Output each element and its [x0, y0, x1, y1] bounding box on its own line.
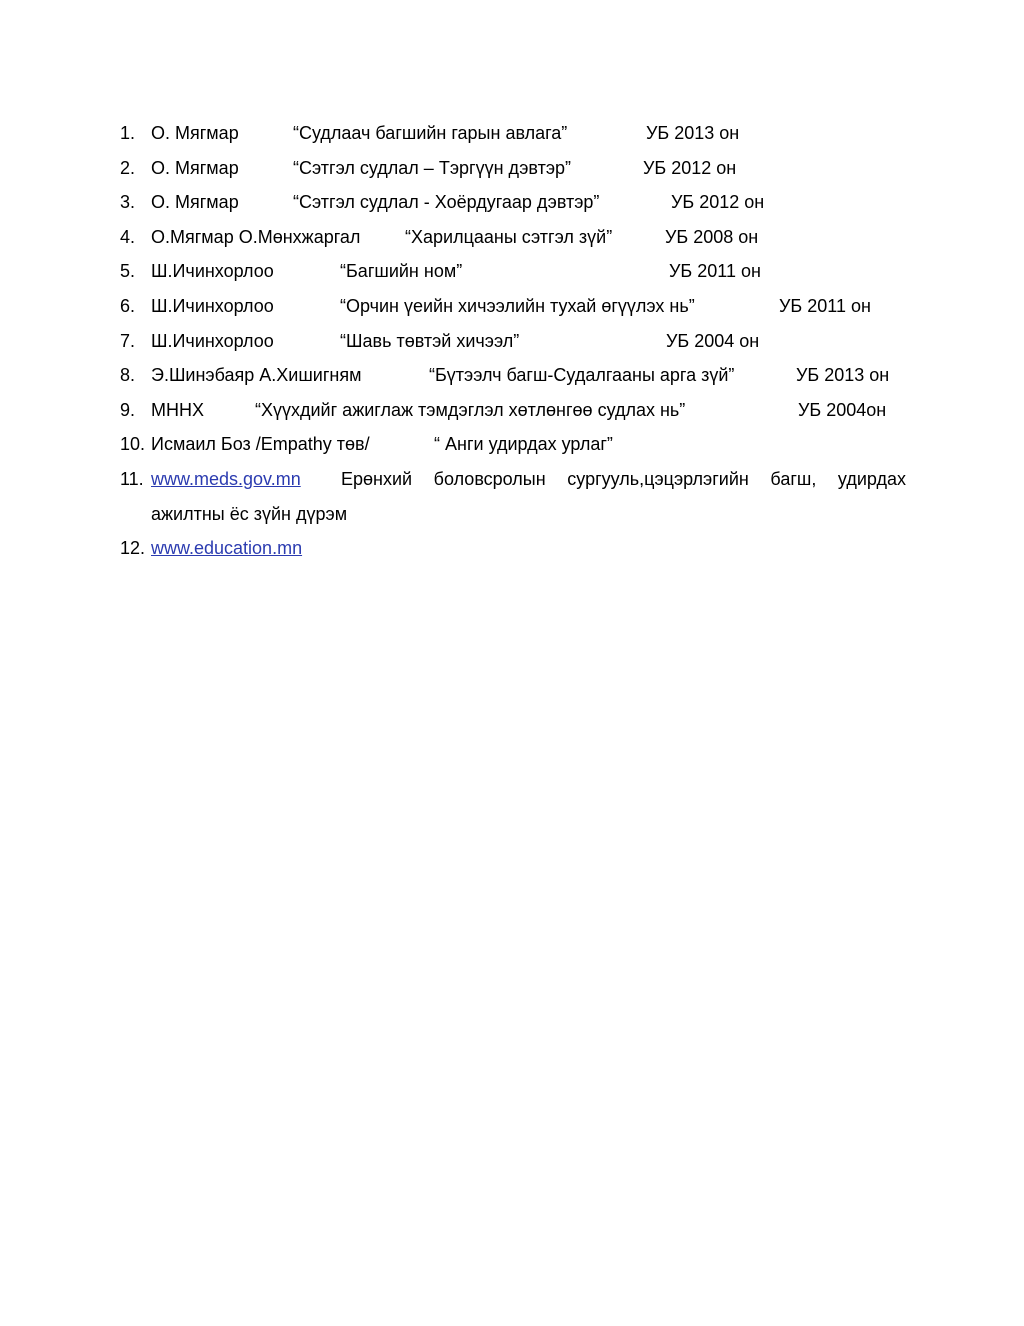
item-place-year: УБ 2013 он — [646, 123, 740, 143]
item-number: 6. — [120, 295, 136, 316]
item-author: О. Мягмар — [151, 157, 239, 178]
list-item — [118, 187, 918, 222]
item-number: 4. — [120, 226, 136, 247]
meds-link[interactable]: www.meds.gov.mn — [151, 468, 301, 489]
item-number: 2. — [120, 157, 136, 178]
item-title: “Хүүхдийг ажиглаж тэмдэглэл хөтлөнгөө судлах нь” — [255, 399, 686, 420]
item-title: “Багшийн ном” — [340, 261, 463, 282]
item-title: “Бүтээлч багш-Судалгааны арга зүй” — [429, 365, 735, 386]
item-place-year: УБ 2008 он — [665, 226, 759, 247]
item-place-year: УБ 2011 он — [779, 295, 871, 316]
item-author: Ш.Ичинхорлоо — [151, 330, 274, 351]
list-item — [118, 153, 918, 188]
list-item — [118, 291, 918, 326]
item-place-year: УБ 2012 он — [671, 192, 765, 213]
item-title: “Судлаач багшийн гарын авлага” — [293, 123, 568, 143]
item-number: 1. — [120, 123, 136, 143]
item-place-year: УБ 2013 он — [796, 365, 890, 386]
item-author: О. Мягмар — [151, 192, 239, 213]
item-place-year: УБ 2012 он — [643, 157, 737, 178]
list-item — [118, 222, 918, 257]
list-item — [118, 395, 918, 430]
item-author: Ш.Ичинхорлоо — [151, 261, 274, 282]
item-title: “Шавь төвтэй хичээл” — [340, 330, 520, 351]
item-number: 8. — [120, 365, 136, 386]
education-link[interactable]: www.education.mn — [151, 538, 303, 559]
item-author: О. Мягмар — [151, 123, 239, 143]
item-title: “Харилцааны сэтгэл зүй” — [405, 226, 613, 247]
list-item — [118, 464, 918, 499]
item-number: 9. — [120, 399, 136, 420]
item-number: 10. — [120, 434, 146, 455]
item-author: МННХ — [151, 399, 204, 420]
item-number: 12. — [120, 538, 146, 559]
item-author: Исмаил Боз /Empathy төв/ — [151, 434, 370, 455]
item-title: “Орчин үеийн хичээлийн тухай өгүүлэх нь” — [340, 295, 695, 316]
item-description: Ерөнхий боловсролын сургууль,цэцэрлэгийн багш, удирдах — [341, 468, 906, 489]
item-title: “ Анги удирдах урлаг” — [434, 434, 613, 455]
item-place-year: УБ 2004 он — [666, 330, 760, 351]
list-item — [118, 256, 918, 291]
list-item — [118, 360, 918, 395]
item-number: 11. — [120, 468, 144, 489]
reference-list — [118, 118, 918, 568]
item-place-year: УБ 2011 он — [669, 261, 761, 282]
item-number: 3. — [120, 192, 136, 213]
list-item — [118, 118, 918, 153]
item-title: “Сэтгэл судлал - Хоёрдугаар дэвтэр” — [293, 192, 600, 213]
list-item — [118, 429, 918, 464]
item-author: О.Мягмар О.Мөнхжаргал — [151, 226, 361, 247]
item-author: Ш.Ичинхорлоо — [151, 295, 274, 316]
item-description-continued: ажилтны ёс зүйн дүрэм — [151, 503, 348, 524]
item-number: 5. — [120, 261, 136, 282]
item-title: “Сэтгэл судлал – Тэргүүн дэвтэр” — [293, 157, 572, 178]
item-author: Э.Шинэбаяр А.Хишигням — [151, 365, 362, 386]
item-number: 7. — [120, 330, 136, 351]
list-item-continuation — [118, 499, 918, 534]
list-item — [118, 533, 918, 568]
list-item — [118, 326, 918, 361]
item-place-year: УБ 2004он — [798, 399, 887, 420]
